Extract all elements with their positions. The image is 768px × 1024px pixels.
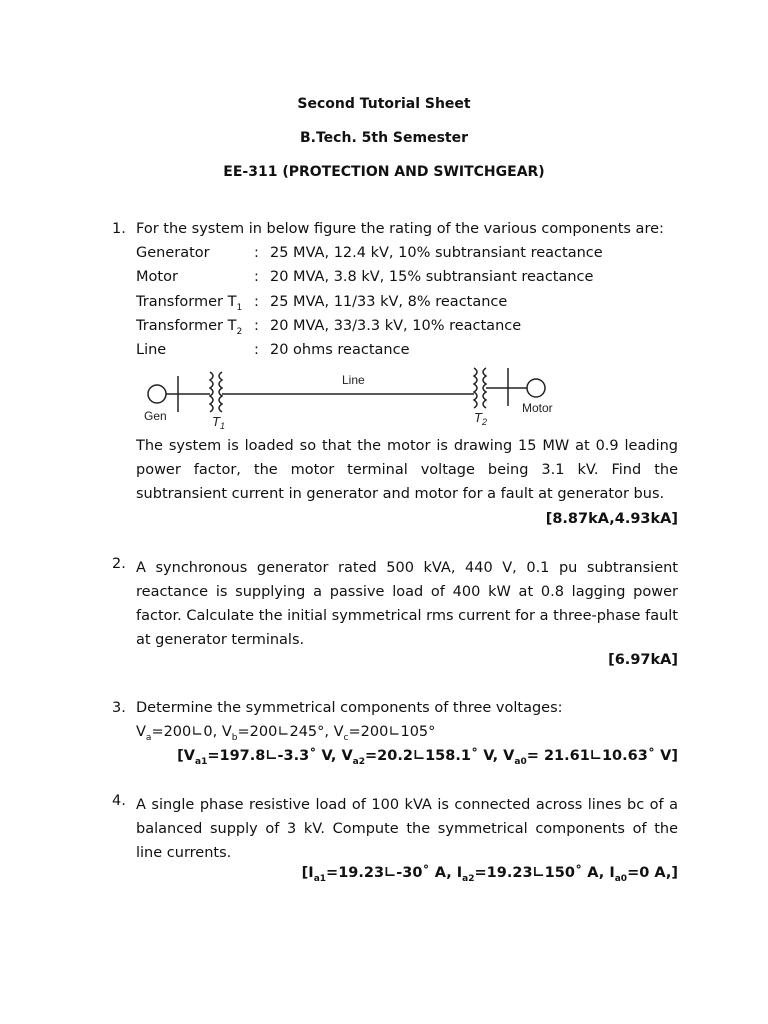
motor-label: Motor <box>522 401 553 415</box>
motor-symbol <box>527 379 545 397</box>
semester-heading: B.Tech. 5th Semester <box>300 130 468 146</box>
question-2-answer: [6.97kA] <box>608 652 678 668</box>
one-line-diagram <box>136 364 596 432</box>
t2-secondary-winding <box>483 368 486 408</box>
line-label: Line <box>342 373 365 387</box>
spec-value: 20 MVA, 3.8 kV, 15% subtransiant reactance <box>270 269 594 285</box>
t1-secondary-winding <box>219 372 222 412</box>
spec-name: Transformer $T_1$ <box>136 294 243 313</box>
question-3-body: Determine the symmetrical components of three voltages: <box>136 700 563 716</box>
spec-colon: : <box>254 294 259 310</box>
spec-subscript: 2 <box>236 326 243 337</box>
sheet-title: Second Tutorial Sheet <box>297 96 471 112</box>
spec-value: 25 MVA, 11/33 kV, 8% reactance <box>270 294 508 310</box>
spec-value: 25 MVA, 12.4 kV, 10% subtransiant reactance <box>270 245 603 261</box>
spec-colon: : <box>254 269 259 285</box>
question-1-intro: For the system in below figure the rating of the various components are: <box>136 221 664 237</box>
spec-subscript: 1 <box>236 302 243 313</box>
spec-value: 20 MVA, 33/3.3 kV, 10% reactance <box>270 318 522 334</box>
course-heading: EE-311 (PROTECTION AND SWITCHGEAR) <box>223 164 545 180</box>
spec-name: Motor <box>136 269 178 285</box>
question-3-answer: [$V_{a1}=197.8∟-3.3˚$ V, $V_{a2}=20.2∟158.1˚$ V, $V_{a0}=$ 21.61∟10.63˚ V] <box>177 748 678 767</box>
question-2-number: 2. <box>112 556 126 572</box>
question-1-body: The system is loaded so that the motor is drawing 15 MW at 0.9 leading power factor, the motor terminal voltage being 3.1 kV. Find the subtransient current in generator and motor for a fault at generator bus. <box>136 438 678 502</box>
t1-label: $T_1$ <box>212 414 225 431</box>
question-4-answer: [$I_{a1}=19.23∟-30˚$ A, $I_{a2}=19.23∟150˚$ A, $I_{a0}=0$ A,] <box>301 865 678 884</box>
question-3-number: 3. <box>112 700 126 716</box>
spec-name: Transformer $T_2$ <box>136 318 243 337</box>
t2-primary-winding <box>474 368 477 408</box>
question-4-body: A single phase resistive load of 100 kVA is connected across lines bc of a balanced supply of 3 kV. Compute the symmetrical components of the line currents. <box>136 797 678 861</box>
question-2-body: A synchronous generator rated 500 kVA, 440 V, 0.1 pu subtransient reactance is supplying a passive load of 400 kW at 0.8 lagging power factor. Calculate the initial symmetrical rms current for a three-phase fault at generator terminals. <box>136 560 678 648</box>
question-1-answer: [8.87kA,4.93kA] <box>545 511 678 527</box>
spec-name: Generator <box>136 245 210 261</box>
spec-colon: : <box>254 245 259 261</box>
t1-primary-winding <box>210 372 213 412</box>
t2-label: $T_2$ <box>474 410 487 427</box>
spec-colon: : <box>254 318 259 334</box>
question-1-number: 1. <box>112 221 126 237</box>
generator-symbol <box>148 385 166 403</box>
question-4-number: 4. <box>112 793 126 809</box>
spec-value: 20 ohms reactance <box>270 342 410 358</box>
given-voltages: $V_a=200∟0$, $V_b=200∟245^\circ$, $V_c=200∟105^\circ$ <box>136 724 436 743</box>
spec-colon: : <box>254 342 259 358</box>
spec-name: Line <box>136 342 167 358</box>
gen-label: Gen <box>144 409 167 423</box>
